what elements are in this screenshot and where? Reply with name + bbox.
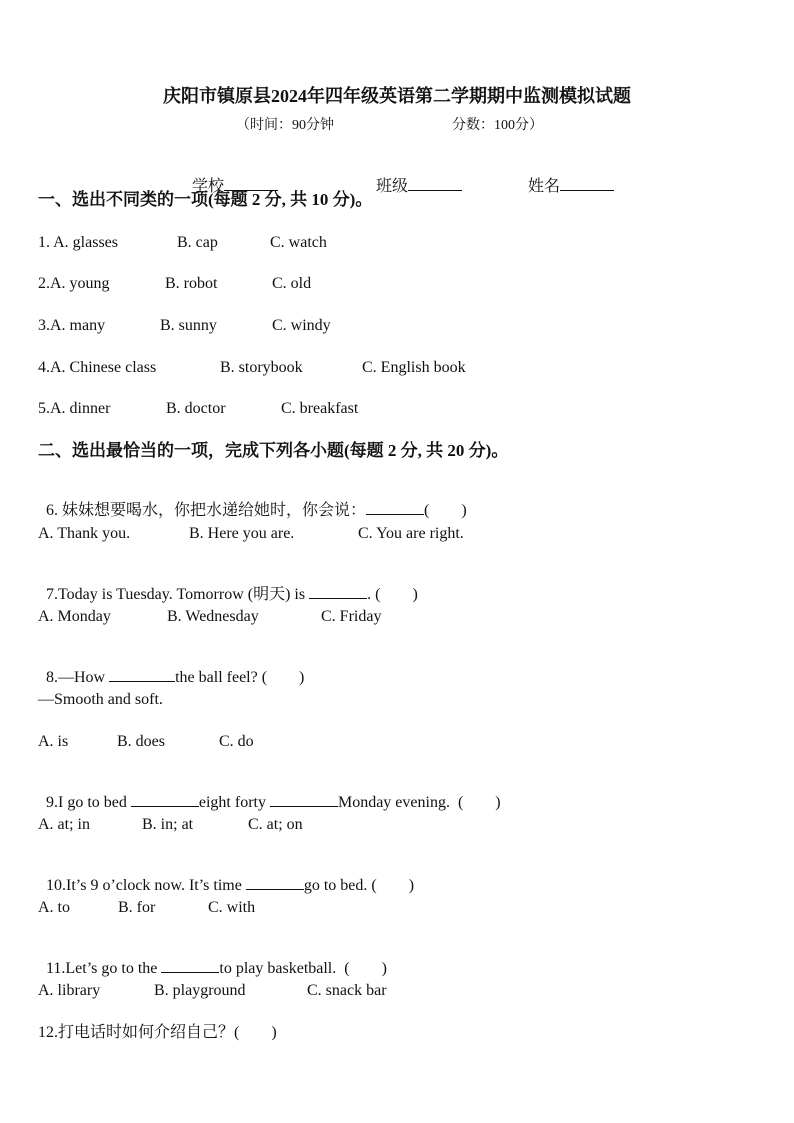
q5-option-c[interactable]: C. breakfast (281, 400, 359, 417)
q6-text: 6. 妹妹想要喝水，你把水递给她时，你会说： (46, 502, 367, 519)
q10-text-b: go to bed. ( ) (303, 877, 415, 894)
q3-option-b[interactable]: B. sunny (160, 317, 217, 334)
question-10 (38, 859, 414, 894)
q4-option-a[interactable]: 4.A. Chinese class (38, 359, 157, 376)
q2-option-a[interactable]: 2.A. young (38, 275, 110, 292)
q11-option-c[interactable]: C. snack bar (307, 982, 387, 999)
q6-option-c[interactable]: C. You are right. (358, 525, 464, 542)
q10-option-b[interactable]: B. for (118, 899, 156, 916)
q10-blank[interactable] (246, 875, 304, 890)
q9-text-b: eight forty (198, 794, 270, 811)
section2-heading: 二、选出最恰当的一项，完成下列各小题(每题 2 分, 共 20 分)。 (38, 441, 509, 460)
class-label: 班级 (376, 178, 409, 195)
q11-blank[interactable] (161, 958, 219, 973)
q2-option-b[interactable]: B. robot (165, 275, 218, 292)
name-field (520, 160, 614, 195)
q11-text-a: 11.Let’s go to the (46, 960, 162, 977)
q8-reply: —Smooth and soft. (38, 691, 163, 708)
q7-text-b: . ( ) (367, 586, 418, 603)
question-12: 12.打电话时如何介绍自己？( ) (38, 1024, 277, 1041)
class-blank[interactable] (408, 176, 462, 191)
name-blank[interactable] (560, 176, 614, 191)
q3-option-c[interactable]: C. windy (272, 317, 331, 334)
exam-time: （时间：90分钟 (236, 118, 334, 133)
q5-option-a[interactable]: 5.A. dinner (38, 400, 111, 417)
q10-option-a[interactable]: A. to (38, 899, 70, 916)
class-field (368, 160, 462, 195)
question-11 (38, 942, 387, 977)
q9-blank-2[interactable] (270, 792, 338, 807)
q9-option-a[interactable]: A. at; in (38, 816, 90, 833)
q9-option-c[interactable]: C. at; on (248, 816, 303, 833)
q6-option-b[interactable]: B. Here you are. (189, 525, 295, 542)
q7-blank[interactable] (309, 584, 367, 599)
question-7 (38, 568, 418, 603)
q10-option-c[interactable]: C. with (208, 899, 256, 916)
q2-option-c[interactable]: C. old (272, 275, 312, 292)
q3-option-a[interactable]: 3.A. many (38, 317, 106, 334)
q6-paren: ( ) (424, 502, 467, 519)
q5-option-b[interactable]: B. doctor (166, 400, 226, 417)
q8-option-b[interactable]: B. does (117, 733, 165, 750)
q10-text-a: 10.It’s 9 o’clock now. It’s time (46, 877, 246, 894)
page-title: 庆阳市镇原县2024年四年级英语第二学期期中监测模拟试题 (163, 86, 631, 106)
q4-option-b[interactable]: B. storybook (220, 359, 303, 376)
q7-option-a[interactable]: A. Monday (38, 608, 111, 625)
name-label: 姓名 (528, 178, 561, 195)
school-blank[interactable] (224, 176, 278, 191)
q8-blank[interactable] (109, 667, 175, 682)
q11-option-b[interactable]: B. playground (154, 982, 246, 999)
q8-option-c[interactable]: C. do (219, 733, 254, 750)
q11-text-b: to play basketball. ( ) (219, 960, 387, 977)
q8-text-b: the ball feel? ( ) (175, 669, 305, 686)
q1-option-c[interactable]: C. watch (270, 234, 327, 251)
q6-blank[interactable] (366, 500, 424, 515)
q4-option-c[interactable]: C. English book (362, 359, 466, 376)
q1-option-b[interactable]: B. cap (177, 234, 218, 251)
question-8 (38, 651, 304, 686)
school-label: 学校 (192, 178, 225, 195)
q9-blank-1[interactable] (131, 792, 199, 807)
q7-text-a: 7.Today is Tuesday. Tomorrow (明天) is (46, 586, 310, 603)
q6-option-a[interactable]: A. Thank you. (38, 525, 131, 542)
q1-option-a[interactable]: 1. A. glasses (38, 234, 118, 251)
q9-text-a: 9.I go to bed (46, 794, 131, 811)
exam-score: 分数：100分） (452, 118, 543, 133)
question-9 (38, 776, 501, 811)
q7-option-c[interactable]: C. Friday (321, 608, 382, 625)
question-6 (38, 484, 467, 519)
section1-heading: 一、选出不同类的一项(每题 2 分, 共 10 分)。 (38, 190, 373, 209)
q9-text-c: Monday evening. ( ) (337, 794, 501, 811)
q7-option-b[interactable]: B. Wednesday (167, 608, 259, 625)
q8-text-a: 8.—How (46, 669, 110, 686)
q9-option-b[interactable]: B. in; at (142, 816, 194, 833)
q11-option-a[interactable]: A. library (38, 982, 101, 999)
q8-option-a[interactable]: A. is (38, 733, 69, 750)
